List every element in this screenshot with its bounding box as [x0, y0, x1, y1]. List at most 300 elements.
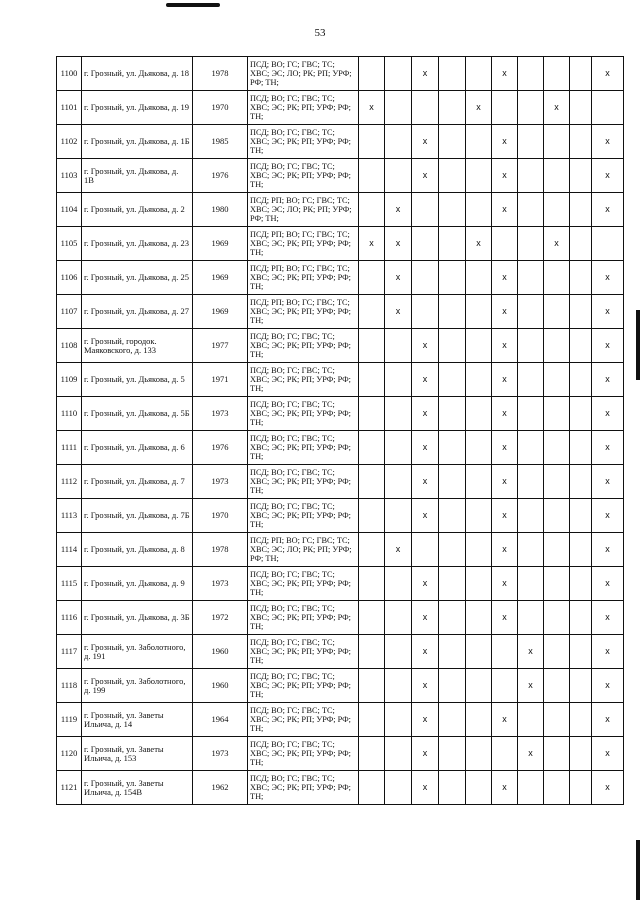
mark-cell — [466, 601, 492, 635]
table-row — [57, 329, 624, 363]
row-number: 1117 — [57, 635, 82, 669]
mark-cell — [385, 737, 412, 771]
mark-cell — [492, 635, 518, 669]
address-cell: г. Грозный, ул. Дьякова, д. 5Б — [82, 397, 193, 431]
mark-cell — [385, 431, 412, 465]
mark-cell — [439, 635, 466, 669]
mark-cell — [518, 567, 544, 601]
mark-cell — [359, 601, 385, 635]
x-mark: x — [592, 57, 624, 91]
work-codes-cell: ПСД; ВО; ГС; ГВС; ТС; ХВС; ЭС; РК; РП; УРФ; РФ; ТН; — [248, 635, 359, 669]
mark-cell — [359, 329, 385, 363]
mark-cell — [385, 159, 412, 193]
mark-cell — [359, 737, 385, 771]
mark-cell — [518, 703, 544, 737]
mark-cell — [439, 57, 466, 91]
x-mark: x — [592, 397, 624, 431]
work-codes-cell: ПСД; ВО; ГС; ГВС; ТС; ХВС; ЭС; РК; РП; УРФ; РФ; ТН; — [248, 431, 359, 465]
mark-cell — [412, 91, 439, 125]
row-number: 1114 — [57, 533, 82, 567]
mark-cell — [439, 601, 466, 635]
table-row — [57, 295, 624, 329]
work-codes-cell: ПСД; ВО; ГС; ГВС; ТС; ХВС; ЭС; РК; РП; УРФ; РФ; ТН; — [248, 363, 359, 397]
mark-cell — [439, 227, 466, 261]
mark-cell — [385, 567, 412, 601]
mark-cell — [544, 567, 570, 601]
row-number: 1110 — [57, 397, 82, 431]
x-mark: x — [412, 567, 439, 601]
x-mark: x — [592, 771, 624, 805]
x-mark: x — [518, 669, 544, 703]
mark-cell — [544, 533, 570, 567]
mark-cell — [439, 329, 466, 363]
mark-cell — [544, 329, 570, 363]
row-number: 1109 — [57, 363, 82, 397]
address-cell: г. Грозный, ул. Дьякова, д. 9 — [82, 567, 193, 601]
work-codes-cell: ПСД; РП; ВО; ГС; ГВС; ТС; ХВС; ЭС; РК; РП; УРФ; РФ; ТН; — [248, 261, 359, 295]
x-mark: x — [492, 193, 518, 227]
mark-cell — [359, 295, 385, 329]
mark-cell — [570, 533, 592, 567]
x-mark: x — [544, 227, 570, 261]
row-number: 1108 — [57, 329, 82, 363]
mark-cell — [544, 601, 570, 635]
mark-cell — [570, 193, 592, 227]
mark-cell — [439, 159, 466, 193]
x-mark: x — [385, 261, 412, 295]
work-codes-cell: ПСД; РП; ВО; ГС; ГВС; ТС; ХВС; ЭС; РК; РП; УРФ; РФ; ТН; — [248, 227, 359, 261]
mark-cell — [359, 499, 385, 533]
x-mark: x — [492, 125, 518, 159]
address-cell: г. Грозный, ул. Дьякова, д. 6 — [82, 431, 193, 465]
x-mark: x — [592, 465, 624, 499]
work-codes-cell: ПСД; ВО; ГС; ГВС; ТС; ХВС; ЭС; РК; РП; УРФ; РФ; ТН; — [248, 601, 359, 635]
mark-cell — [359, 703, 385, 737]
year-cell: 1976 — [193, 159, 248, 193]
mark-cell — [359, 567, 385, 601]
row-number: 1102 — [57, 125, 82, 159]
mark-cell — [412, 533, 439, 567]
mark-cell — [518, 91, 544, 125]
x-mark: x — [518, 737, 544, 771]
mark-cell — [359, 533, 385, 567]
table-row — [57, 499, 624, 533]
table-row — [57, 363, 624, 397]
mark-cell — [492, 737, 518, 771]
year-cell: 1973 — [193, 465, 248, 499]
mark-cell — [518, 57, 544, 91]
address-cell: г. Грозный, ул. Дьякова, д. 5 — [82, 363, 193, 397]
scan-mark — [166, 3, 220, 7]
x-mark: x — [492, 771, 518, 805]
mark-cell — [412, 227, 439, 261]
year-cell: 1970 — [193, 91, 248, 125]
x-mark: x — [592, 329, 624, 363]
mark-cell — [359, 57, 385, 91]
address-cell: г. Грозный, ул. Дьякова, д. 1В — [82, 159, 193, 193]
mark-cell — [439, 703, 466, 737]
mark-cell — [492, 91, 518, 125]
x-mark: x — [592, 703, 624, 737]
work-codes-cell: ПСД; ВО; ГС; ГВС; ТС; ХВС; ЭС; РК; РП; УРФ; РФ; ТН; — [248, 499, 359, 533]
work-codes-cell: ПСД; ВО; ГС; ГВС; ТС; ХВС; ЭС; ЛО; РК; РП; УРФ; РФ; ТН; — [248, 57, 359, 91]
mark-cell — [412, 261, 439, 295]
x-mark: x — [412, 159, 439, 193]
mark-cell — [466, 533, 492, 567]
table-row — [57, 227, 624, 261]
x-mark: x — [592, 601, 624, 635]
mark-cell — [385, 329, 412, 363]
x-mark: x — [592, 499, 624, 533]
mark-cell — [385, 703, 412, 737]
x-mark: x — [412, 703, 439, 737]
mark-cell — [570, 601, 592, 635]
x-mark: x — [592, 261, 624, 295]
table-row — [57, 57, 624, 91]
mark-cell — [492, 227, 518, 261]
mark-cell — [570, 669, 592, 703]
mark-cell — [385, 635, 412, 669]
mark-cell — [385, 125, 412, 159]
mark-cell — [592, 91, 624, 125]
mark-cell — [544, 431, 570, 465]
mark-cell — [466, 771, 492, 805]
mark-cell — [518, 159, 544, 193]
mark-cell — [466, 363, 492, 397]
x-mark: x — [412, 397, 439, 431]
work-codes-cell: ПСД; ВО; ГС; ГВС; ТС; ХВС; ЭС; РК; РП; УРФ; РФ; ТН; — [248, 737, 359, 771]
mark-cell — [439, 669, 466, 703]
address-cell: г. Грозный, ул. Дьякова, д. 7Б — [82, 499, 193, 533]
mark-cell — [518, 465, 544, 499]
year-cell: 1976 — [193, 431, 248, 465]
page-number: 53 — [314, 27, 326, 39]
x-mark: x — [592, 193, 624, 227]
year-cell: 1972 — [193, 601, 248, 635]
work-codes-cell: ПСД; ВО; ГС; ГВС; ТС; ХВС; ЭС; РК; РП; УРФ; РФ; ТН; — [248, 159, 359, 193]
mark-cell — [385, 91, 412, 125]
mark-cell — [592, 227, 624, 261]
mark-cell — [385, 771, 412, 805]
year-cell: 1970 — [193, 499, 248, 533]
work-codes-cell: ПСД; ВО; ГС; ГВС; ТС; ХВС; ЭС; РК; РП; УРФ; РФ; ТН; — [248, 465, 359, 499]
x-mark: x — [492, 465, 518, 499]
x-mark: x — [466, 227, 492, 261]
year-cell: 1971 — [193, 363, 248, 397]
table-row — [57, 771, 624, 805]
mark-cell — [439, 431, 466, 465]
year-cell: 1973 — [193, 397, 248, 431]
mark-cell — [570, 227, 592, 261]
mark-cell — [439, 295, 466, 329]
mark-cell — [466, 669, 492, 703]
mark-cell — [518, 499, 544, 533]
scan-edge-bar — [636, 310, 640, 380]
row-number: 1104 — [57, 193, 82, 227]
table-row — [57, 737, 624, 771]
mark-cell — [544, 295, 570, 329]
row-number: 1107 — [57, 295, 82, 329]
x-mark: x — [492, 567, 518, 601]
address-cell: г. Грозный, ул. Дьякова, д. 18 — [82, 57, 193, 91]
work-codes-cell: ПСД; ВО; ГС; ГВС; ТС; ХВС; ЭС; РК; РП; УРФ; РФ; ТН; — [248, 567, 359, 601]
x-mark: x — [492, 329, 518, 363]
x-mark: x — [385, 533, 412, 567]
mark-cell — [518, 601, 544, 635]
mark-cell — [359, 431, 385, 465]
address-cell: г. Грозный, ул. Заболотного, д. 199 — [82, 669, 193, 703]
work-codes-cell: ПСД; ВО; ГС; ГВС; ТС; ХВС; ЭС; РК; РП; УРФ; РФ; ТН; — [248, 329, 359, 363]
mark-cell — [570, 91, 592, 125]
year-cell: 1960 — [193, 635, 248, 669]
work-codes-cell: ПСД; ВО; ГС; ГВС; ТС; ХВС; ЭС; РК; РП; УРФ; РФ; ТН; — [248, 125, 359, 159]
mark-cell — [466, 465, 492, 499]
address-cell: г. Грозный, ул. Дьякова, д. 8 — [82, 533, 193, 567]
mark-cell — [466, 159, 492, 193]
mark-cell — [570, 737, 592, 771]
mark-cell — [544, 159, 570, 193]
mark-cell — [466, 125, 492, 159]
mark-cell — [570, 635, 592, 669]
mark-cell — [359, 635, 385, 669]
address-cell: г. Грозный, ул. Дьякова, д. 3Б — [82, 601, 193, 635]
work-codes-cell: ПСД; ВО; ГС; ГВС; ТС; ХВС; ЭС; РК; РП; УРФ; РФ; ТН; — [248, 91, 359, 125]
mark-cell — [544, 635, 570, 669]
x-mark: x — [466, 91, 492, 125]
row-number: 1118 — [57, 669, 82, 703]
x-mark: x — [492, 363, 518, 397]
work-codes-cell: ПСД; ВО; ГС; ГВС; ТС; ХВС; ЭС; РК; РП; УРФ; РФ; ТН; — [248, 703, 359, 737]
x-mark: x — [592, 737, 624, 771]
mark-cell — [570, 329, 592, 363]
mark-cell — [544, 363, 570, 397]
x-mark: x — [592, 533, 624, 567]
mark-cell — [385, 669, 412, 703]
mark-cell — [412, 193, 439, 227]
mark-cell — [544, 499, 570, 533]
mark-cell — [439, 465, 466, 499]
mark-cell — [544, 703, 570, 737]
mark-cell — [439, 125, 466, 159]
x-mark: x — [492, 57, 518, 91]
mark-cell — [466, 567, 492, 601]
work-codes-cell: ПСД; ВО; ГС; ГВС; ТС; ХВС; ЭС; РК; РП; УРФ; РФ; ТН; — [248, 397, 359, 431]
x-mark: x — [412, 499, 439, 533]
mark-cell — [518, 125, 544, 159]
year-cell: 1980 — [193, 193, 248, 227]
x-mark: x — [492, 601, 518, 635]
work-codes-cell: ПСД; РП; ВО; ГС; ГВС; ТС; ХВС; ЭС; ЛО; РК; РП; УРФ; РФ; ТН; — [248, 193, 359, 227]
table-row — [57, 533, 624, 567]
x-mark: x — [492, 533, 518, 567]
mark-cell — [570, 159, 592, 193]
x-mark: x — [592, 125, 624, 159]
row-number: 1105 — [57, 227, 82, 261]
mark-cell — [518, 397, 544, 431]
mark-cell — [570, 363, 592, 397]
address-cell: г. Грозный, ул. Заветы Ильича, д. 14 — [82, 703, 193, 737]
row-number: 1106 — [57, 261, 82, 295]
x-mark: x — [592, 567, 624, 601]
address-cell: г. Грозный, ул. Заветы Ильича, д. 153 — [82, 737, 193, 771]
x-mark: x — [592, 295, 624, 329]
address-cell: г. Грозный, ул. Дьякова, д. 19 — [82, 91, 193, 125]
address-cell: г. Грозный, ул. Заболотного, д. 191 — [82, 635, 193, 669]
mark-cell — [492, 669, 518, 703]
year-cell: 1969 — [193, 227, 248, 261]
table-row — [57, 703, 624, 737]
year-cell: 1973 — [193, 567, 248, 601]
mark-cell — [439, 363, 466, 397]
mark-cell — [412, 295, 439, 329]
mark-cell — [359, 771, 385, 805]
x-mark: x — [492, 703, 518, 737]
row-number: 1116 — [57, 601, 82, 635]
address-cell: г. Грозный, ул. Дьякова, д. 2 — [82, 193, 193, 227]
mark-cell — [570, 295, 592, 329]
address-cell: г. Грозный, ул. Заветы Ильича, д. 154В — [82, 771, 193, 805]
x-mark: x — [412, 431, 439, 465]
year-cell: 1977 — [193, 329, 248, 363]
mark-cell — [466, 397, 492, 431]
x-mark: x — [412, 465, 439, 499]
x-mark: x — [592, 669, 624, 703]
work-codes-cell: ПСД; РП; ВО; ГС; ГВС; ТС; ХВС; ЭС; ЛО; РК; РП; УРФ; РФ; ТН; — [248, 533, 359, 567]
mark-cell — [466, 635, 492, 669]
x-mark: x — [592, 635, 624, 669]
mark-cell — [439, 499, 466, 533]
mark-cell — [359, 465, 385, 499]
address-cell: г. Грозный, ул. Дьякова, д. 25 — [82, 261, 193, 295]
mark-cell — [466, 261, 492, 295]
work-codes-cell: ПСД; ВО; ГС; ГВС; ТС; ХВС; ЭС; РК; РП; УРФ; РФ; ТН; — [248, 669, 359, 703]
x-mark: x — [592, 431, 624, 465]
mark-cell — [359, 261, 385, 295]
mark-cell — [518, 329, 544, 363]
row-number: 1111 — [57, 431, 82, 465]
mark-cell — [518, 363, 544, 397]
row-number: 1115 — [57, 567, 82, 601]
table-row — [57, 91, 624, 125]
x-mark: x — [412, 57, 439, 91]
mark-cell — [544, 737, 570, 771]
address-cell: г. Грозный, ул. Дьякова, д. 7 — [82, 465, 193, 499]
mark-cell — [439, 91, 466, 125]
x-mark: x — [412, 737, 439, 771]
housing-table — [56, 56, 624, 805]
work-codes-cell: ПСД; РП; ВО; ГС; ГВС; ТС; ХВС; ЭС; РК; РП; УРФ; РФ; ТН; — [248, 295, 359, 329]
x-mark: x — [359, 91, 385, 125]
x-mark: x — [592, 159, 624, 193]
year-cell: 1978 — [193, 533, 248, 567]
mark-cell — [385, 57, 412, 91]
row-number: 1112 — [57, 465, 82, 499]
x-mark: x — [412, 635, 439, 669]
table-row — [57, 159, 624, 193]
mark-cell — [544, 261, 570, 295]
x-mark: x — [492, 295, 518, 329]
table-row — [57, 397, 624, 431]
mark-cell — [518, 227, 544, 261]
row-number: 1113 — [57, 499, 82, 533]
mark-cell — [518, 261, 544, 295]
mark-cell — [439, 737, 466, 771]
x-mark: x — [412, 771, 439, 805]
mark-cell — [439, 771, 466, 805]
mark-cell — [359, 125, 385, 159]
mark-cell — [359, 669, 385, 703]
x-mark: x — [385, 295, 412, 329]
mark-cell — [359, 397, 385, 431]
table-row — [57, 567, 624, 601]
mark-cell — [466, 737, 492, 771]
row-number: 1100 — [57, 57, 82, 91]
table-row — [57, 465, 624, 499]
year-cell: 1969 — [193, 261, 248, 295]
scan-edge-bar — [636, 840, 640, 900]
mark-cell — [544, 125, 570, 159]
mark-cell — [359, 193, 385, 227]
x-mark: x — [592, 363, 624, 397]
table-row — [57, 669, 624, 703]
mark-cell — [544, 669, 570, 703]
mark-cell — [385, 397, 412, 431]
mark-cell — [466, 295, 492, 329]
address-cell: г. Грозный, ул. Дьякова, д. 23 — [82, 227, 193, 261]
table-body — [57, 57, 624, 805]
x-mark: x — [518, 635, 544, 669]
mark-cell — [439, 397, 466, 431]
x-mark: x — [492, 499, 518, 533]
row-number: 1103 — [57, 159, 82, 193]
mark-cell — [570, 703, 592, 737]
mark-cell — [385, 499, 412, 533]
work-codes-cell: ПСД; ВО; ГС; ГВС; ТС; ХВС; ЭС; РК; РП; УРФ; РФ; ТН; — [248, 771, 359, 805]
table-row — [57, 431, 624, 465]
mark-cell — [570, 771, 592, 805]
table-row — [57, 261, 624, 295]
mark-cell — [570, 397, 592, 431]
mark-cell — [570, 125, 592, 159]
year-cell: 1964 — [193, 703, 248, 737]
mark-cell — [518, 295, 544, 329]
row-number: 1120 — [57, 737, 82, 771]
x-mark: x — [412, 363, 439, 397]
mark-cell — [439, 261, 466, 295]
year-cell: 1973 — [193, 737, 248, 771]
mark-cell — [570, 261, 592, 295]
mark-cell — [570, 465, 592, 499]
year-cell: 1985 — [193, 125, 248, 159]
x-mark: x — [412, 601, 439, 635]
x-mark: x — [385, 227, 412, 261]
x-mark: x — [412, 329, 439, 363]
year-cell: 1960 — [193, 669, 248, 703]
mark-cell — [570, 57, 592, 91]
mark-cell — [518, 771, 544, 805]
mark-cell — [570, 499, 592, 533]
x-mark: x — [359, 227, 385, 261]
address-cell: г. Грозный, городок. Маяковского, д. 133 — [82, 329, 193, 363]
mark-cell — [544, 771, 570, 805]
mark-cell — [466, 703, 492, 737]
table-row — [57, 193, 624, 227]
mark-cell — [466, 193, 492, 227]
mark-cell — [466, 499, 492, 533]
mark-cell — [385, 363, 412, 397]
mark-cell — [466, 431, 492, 465]
x-mark: x — [412, 125, 439, 159]
